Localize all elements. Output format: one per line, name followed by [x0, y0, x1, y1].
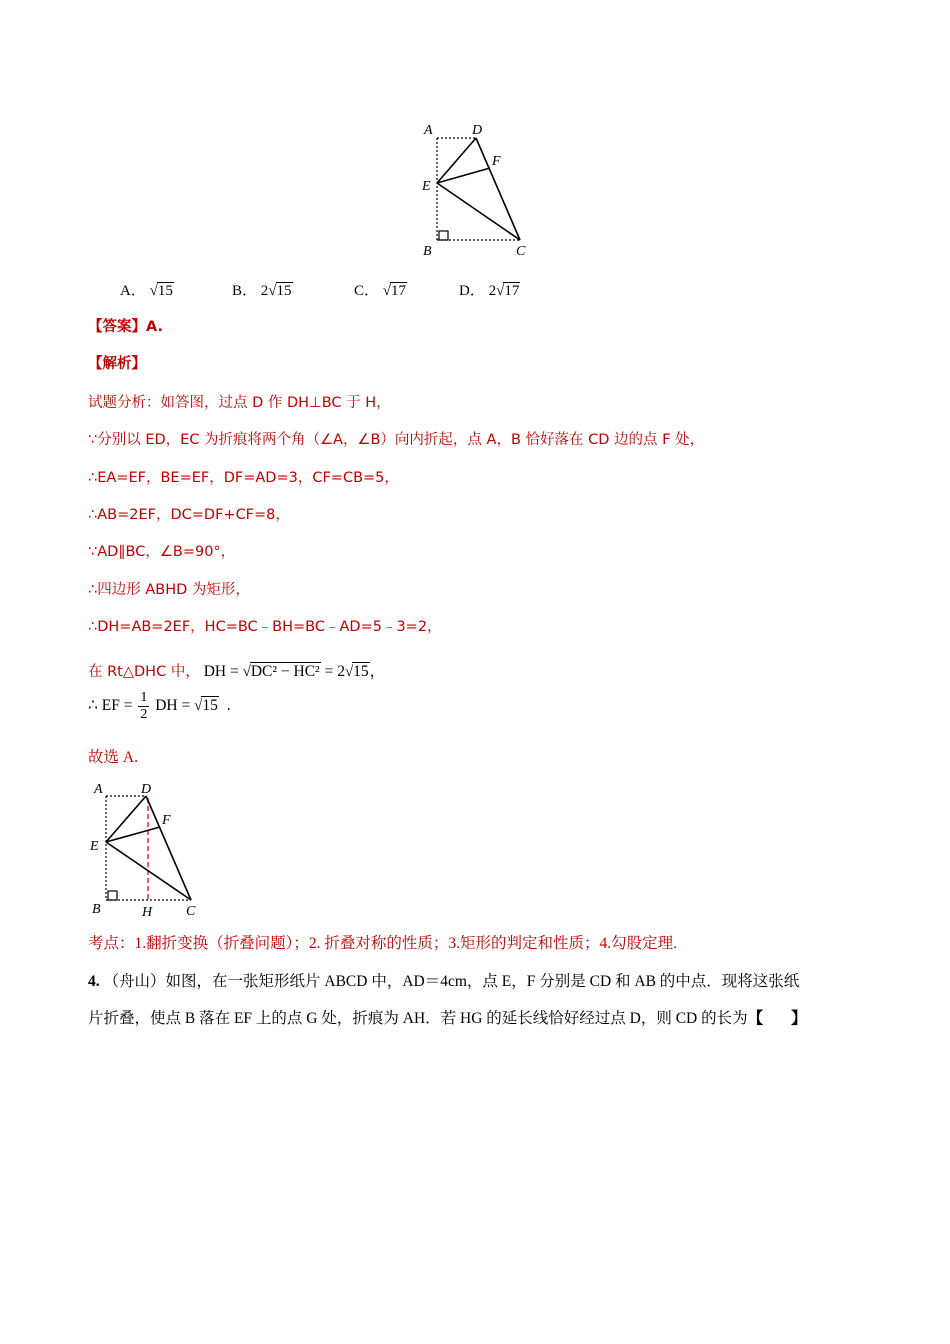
fig2-line-ed: [106, 796, 146, 842]
ef-line-mid: DH =: [155, 697, 191, 715]
ef-line-therefore: ∴: [88, 697, 98, 715]
rt-line-radicand: DC² − HC²: [250, 663, 320, 680]
answer-bracket-open: 【: [747, 1010, 764, 1027]
fig2-label-d: D: [141, 782, 152, 797]
fig2-label-b: B: [92, 902, 101, 917]
fig1-label-f: F: [492, 154, 501, 169]
question-4-line-1: [88, 969, 799, 991]
fig2-label-e: E: [90, 839, 99, 854]
choice-a-radicand: 15: [157, 283, 173, 299]
rt-line-coef: 2: [337, 663, 345, 680]
question-4-number: 4.: [88, 973, 100, 990]
fig1-label-d: D: [472, 123, 483, 138]
figure-2-diagram: [84, 776, 209, 920]
fig1-label-e: E: [422, 179, 431, 194]
choice-b: B． 2√15: [232, 283, 292, 299]
fig1-line-ed: [437, 138, 476, 183]
analysis-line-3: ∴EA=EF，BE=EF，DF=AD=3，CF=CB=5，: [88, 470, 399, 486]
figure-1-diagram: [412, 118, 537, 260]
rt-line-end: ，: [369, 663, 386, 680]
choice-d-coef: 2: [488, 283, 497, 299]
choice-a: A． √15: [120, 283, 173, 299]
fig2-line-ef: [106, 827, 160, 842]
fig2-label-a: A: [94, 782, 103, 797]
ef-line-end: .: [226, 697, 231, 715]
question-4-text-1: （舟山）如图，在一张矩形纸片 ABCD 中，AD＝4cm，点 E，F 分别是 CD 和 AB 的中点．现将这张纸: [103, 973, 800, 990]
fig2-label-c: C: [186, 904, 196, 919]
fig1-right-angle-mark: [439, 231, 448, 240]
fig1-label-a: A: [424, 123, 433, 138]
question-4-text-2: 片折叠，使点 B 落在 EF 上的点 G 处，折痕为 AH．若 HG 的延长线恰好经过点 D，则 CD 的长为: [88, 1010, 748, 1027]
choice-c: C． √17: [354, 283, 406, 299]
knowledge-points: 考点：1.翻折变换（折叠问题）；2. 折叠对称的性质；3.矩形的判定和性质；4.勾股定理.: [88, 935, 678, 952]
rt-line-result-radicand: 15: [353, 663, 369, 680]
fig1-label-b: B: [423, 244, 432, 259]
choice-d-radicand: 17: [504, 283, 520, 299]
analysis-line-5: ∵AD∥BC，∠B=90°，: [88, 544, 236, 560]
question-4-line-2: [88, 1006, 807, 1028]
analysis-heading: 【解析】: [88, 356, 146, 372]
answer-label: 【答案】A.: [88, 319, 163, 335]
rt-line-prefix: 在 Rt△DHC 中，: [88, 664, 200, 680]
analysis-ef-line: ∴ EF = $\frac{1}{2}$ DH = √15 .: [88, 690, 231, 722]
analysis-line-2: ∵分别以 ED，EC 为折痕将两个角（∠A，∠B）向内折起，点 A，B 恰好落在 CD 边的点 F 处，: [88, 432, 705, 448]
choice-d: D． 2√17: [459, 283, 520, 299]
choice-c-radicand: 17: [391, 283, 406, 299]
analysis-line-1: 试题分析：如答图，过点 D 作 DH⊥BC 于 H，: [88, 395, 391, 411]
ef-line-radicand: 15: [202, 697, 218, 715]
analysis-line-4: ∴AB=2EF，DC=DF+CF=8，: [88, 507, 290, 523]
choice-b-coef: 2: [260, 283, 269, 299]
analysis-conclusion: 故选 A.: [88, 749, 138, 766]
ef-line-lhs: EF =: [101, 697, 133, 715]
fig1-label-c: C: [516, 244, 526, 259]
fig2-label-h: H: [142, 905, 153, 920]
fig2-label-f: F: [162, 813, 171, 828]
analysis-line-6: ∴四边形 ABHD 为矩形，: [88, 582, 250, 598]
answer-bracket-close: 】: [791, 1010, 807, 1027]
analysis-rt-line: 在 Rt△DHC 中， DH = √DC² − HC² = 2√15，: [88, 663, 386, 680]
analysis-line-7: ∴DH=AB=2EF，HC=BC﹣BH=BC﹣AD=5﹣3=2，: [88, 619, 442, 635]
fig1-line-ef: [437, 168, 490, 183]
rt-line-lhs: DH =: [203, 663, 239, 680]
fig2-right-angle-mark: [108, 891, 117, 900]
rt-line-eq: =: [324, 663, 334, 680]
ef-line-fraction: $\frac{1}{2}$: [140, 690, 148, 722]
choice-b-radicand: 15: [276, 283, 292, 299]
